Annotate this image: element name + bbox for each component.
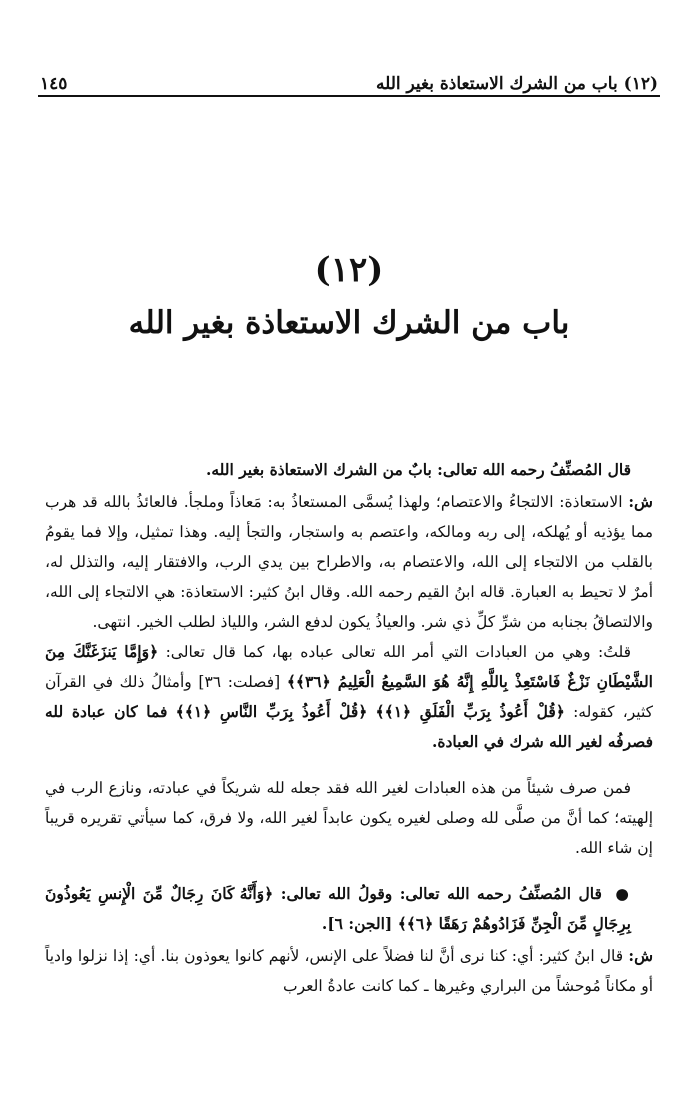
quran-verse: ﴿وَإِمَّا يَنزَغَنَّكَ مِنَ الشَّيْطَانِ نَزْغٌ فَاسْتَعِذْ بِاللَّهِ إِنَّهُ هُوَ السَّمِيعُ الْعَلِيمُ ﴿٣٦﴾﴾ xyxy=(45,642,653,691)
quran-verse: ﴿وَأَنَّهُ كَانَ رِجَالٌ مِّنَ الْإِنسِ يَعُوذُونَ بِرِجَالٍ مِّنَ الْجِنِّ فَزَادُوهُمْ رَهَقًا ﴿٦﴾﴾ xyxy=(45,884,631,933)
quran-verse: ﴿قُلْ أَعُوذُ بِرَبِّ الْفَلَقِ ﴿١﴾﴾ xyxy=(375,702,565,721)
running-title: (١٢) باب من الشرك الاستعاذة بغير الله xyxy=(375,74,658,94)
commentary-paragraph xyxy=(45,487,653,637)
quran-verse: ﴿قُلْ أَعُوذُ بِرَبِّ النَّاسِ ﴿١﴾﴾ xyxy=(175,702,368,721)
commentary-label: ش: xyxy=(628,946,653,965)
bullet-icon: ● xyxy=(615,884,631,903)
author-heading-verse xyxy=(45,879,653,939)
explanation-paragraph: فمن صرف شيئاً من هذه العبادات لغير الله فقد جعله لله شريكاً في عبادته، ونازع الرب في إلهيته؛ كما أنَّ من صلَّى لله وصلى لغيره يكون عابداً لغير الله، ولا فرق، كما سيأتي تقريره قريباً إن شاء الله. xyxy=(45,779,653,857)
commentary-paragraph xyxy=(45,941,653,1001)
commentary-text: قال ابنُ كثير: أي: كنا نرى أنَّ لنا فضلاً على الإنس، لأنهم كانوا يعوذون بنا. أي: إذا نزلوا وادياً أو مكاناً مُوحشاً من البراري وغيرها ـ كما كانت عادةُ العرب xyxy=(45,947,653,995)
commentary-label: ش: xyxy=(628,492,653,511)
note-text: قلتُ: وهي من العبادات التي أمر الله تعالى عباده بها، كما قال تعالى: xyxy=(165,643,631,661)
commentary-text: الاستعاذة: الالتجاءُ والاعتصام؛ ولهذا يُسمَّى المستعاذُ به: مَعاذاً وملجأ. فالعائذُ بالله قد هرب مما يؤذيه أو يُهلكه، إلى ربه ومالكه، واعتصم به واستجار، والتجأ إليه. وهذا تمثيل، وإلا فما يقومُ بالقلب من الالتجاء إلى الله، والاعتصام به، والاطراح بين يدي الرب، والافتقار إليه، والتذلل له، أمرٌ لا تحيط به العبارة. قاله ابنُ القيم رحمه الله. وقال ابنُ كثير: الاستعاذة: هي الالتجاء إلى الله، والالتصاقُ بجنابه من شرِّ كلِّ ذي شر. والعياذُ يكون لدفع الشر، واللياذ لطلب الخير. انتهى. xyxy=(45,493,653,631)
body-text xyxy=(45,455,653,1001)
chapter-number: (١٢) xyxy=(314,250,384,290)
note-text: وأمثالُ ذلك في القرآن كثير، كقوله: xyxy=(45,673,654,721)
note-paragraph xyxy=(45,637,653,757)
author-heading: قال المُصنِّفُ رحمه الله تعالى: بابٌ من الشرك الاستعاذة بغير الله. xyxy=(205,460,631,479)
chapter-title: باب من الشرك الاستعاذة بغير الله xyxy=(128,305,570,341)
page-number: ١٤٥ xyxy=(40,74,68,94)
verse-reference: [فصلت: ٣٦] xyxy=(198,673,281,691)
note-conclusion: فما كان عبادة لله فصرفُه لغير الله شرك في العبادة. xyxy=(45,702,653,751)
running-header xyxy=(40,60,658,100)
heading-text: قال المُصنِّفُ رحمه الله تعالى: وقولُ الله تعالى: xyxy=(280,884,602,903)
verse-reference: [الجن: ٦]. xyxy=(321,914,393,933)
header-rule xyxy=(38,95,660,97)
